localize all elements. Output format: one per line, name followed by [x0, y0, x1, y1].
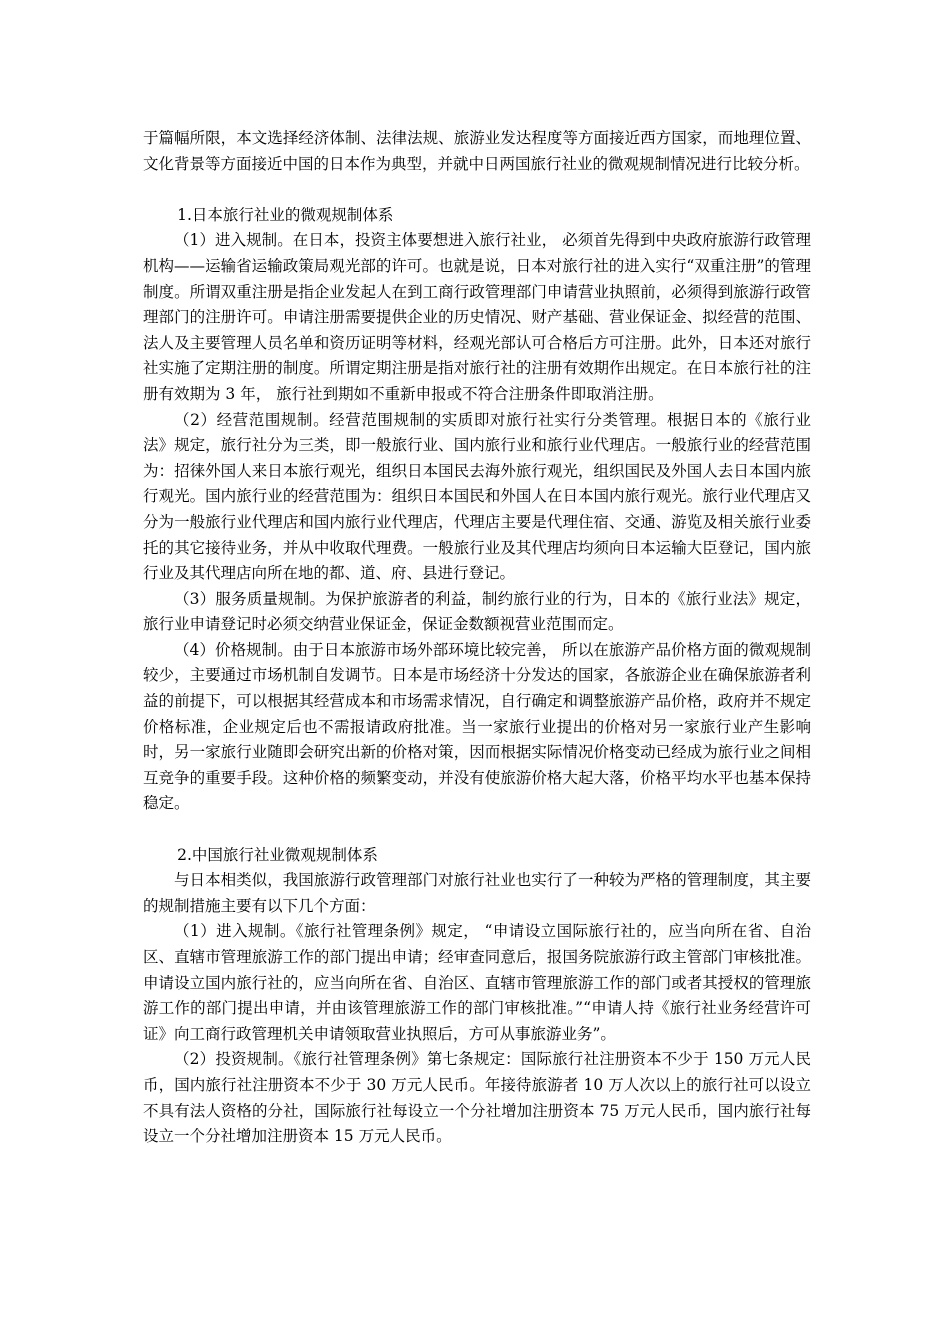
paragraph-spacer	[143, 817, 811, 843]
section-1-paragraph-scope-regulation: （2）经营范围规制。经营范围规制的实质即对旅行社实行分类管理。根据日本的《旅行业法》规定，旅行社分为三类，即一般旅行业、国内旅行业和旅行业代理店。一般旅行业的经营范围为：招徕外国人来日本旅行观光，组织日本国民去海外旅行观光，组织国民及外国人去日本国内旅行观光。国内旅行业的经营范围为：组织日本国民和外国人在日本国内旅行观光。旅行业代理店又分为一般旅行业代理店和国内旅行业代理店，代理店主要是代理住宿、交通、游览及相关旅行业委托的其它接待业务，并从中收取代理费。一般旅行业及其代理店均须向日本运输大臣登记，国内旅行业及其代理店向所在地的都、道、府、县进行登记。	[143, 410, 811, 583]
intro-paragraph: 于篇幅所限，本文选择经济体制、法律法规、旅游业发达程度等方面接近西方国家，而地理位置、文化背景等方面接近中国的日本作为典型，并就中日两国旅行社业的微观规制情况进行比较分析。	[143, 129, 811, 173]
section-1-paragraph-entry-regulation: （1）进入规制。在日本，投资主体要想进入旅行社业， 必须首先得到中央政府旅游行政管理机构——运输省运输政策局观光部的许可。也就是说，日本对旅行社的进入实行“双重注册”的管理制度。所谓双重注册是指企业发起人在到工商行政管理部门申请营业执照前，必须得到旅游行政管理部门的注册许可。申请注册需要提供企业的历史情况、财产基础、营业保证金、拟经营的范围、法人及主要管理人员名单和资历证明等材料，经观光部认可合格后方可注册。此外，日本还对旅行社实施了定期注册的制度。所谓定期注册是指对旅行社的注册有效期作出规定。在日本旅行社的注册有效期为 3 年， 旅行社到期如不重新申报或不符合注册条件即取消注册。	[143, 231, 811, 403]
section-2-paragraph-entry-regulation: （1）进入规制。《旅行社管理条例》规定， “申请设立国际旅行社的，应当向所在省、自治区、直辖市管理旅游工作的部门提出申请；经审查同意后，报国务院旅游行政主管部门审核批准。申请设立国内旅行社的，应当向所在省、自治区、直辖市管理旅游工作的部门或者其授权的管理旅游工作的部门提出申请，并由该管理旅游工作的部门审核批准。”“申请人持《旅行社业务经营许可证》向工商行政管理机关申请领取营业执照后，方可从事旅游业务”。	[143, 922, 811, 1043]
section-2-paragraph-intro: 与日本相类似，我国旅游行政管理部门对旅行社业也实行了一种较为严格的管理制度，其主要的规制措施主要有以下几个方面：	[143, 871, 811, 915]
section-2-paragraph-investment-regulation: （2）投资规制。《旅行社管理条例》第七条规定：国际旅行社注册资本不少于 150 万元人民币，国内旅行社注册资本不少于 30 万元人民币。年接待旅游者 10 万人次以上的旅行社可以设立不具有法人资格的分社，国际旅行社每设立一个分社增加注册资本 75 万元人民币，国内旅行社每设立一个分社增加注册资本 15 万元人民币。	[143, 1050, 811, 1146]
document-page	[143, 126, 811, 1150]
section-1-paragraph-price-regulation: （4）价格规制。由于日本旅游市场外部环境比较完善， 所以在旅游产品价格方面的微观规制较少，主要通过市场机制自发调节。日本是市场经济十分发达的国家，各旅游企业在确保旅游者利益的前提下，可以根据其经营成本和市场需求情况，自行确定和调整旅游产品价格，政府并不规定价格标准，企业规定后也不需报请政府批准。当一家旅行业提出的价格对另一家旅行业产生影响时，另一家旅行业随即会研究出新的价格对策，因而根据实际情况价格变动已经成为旅行业之间相互竞争的重要手段。这种价格的频繁变动，并没有使旅游价格大起大落，价格平均水平也基本保持稳定。	[143, 640, 811, 813]
section-2-heading: 2.中国旅行社业微观规制体系	[177, 845, 378, 864]
section-1-heading: 1.日本旅行社业的微观规制体系	[177, 205, 394, 224]
paragraph-spacer	[143, 177, 811, 203]
section-1-paragraph-quality-regulation: （3）服务质量规制。为保护旅游者的利益，制约旅行业的行为，日本的《旅行业法》规定，旅行业申请登记时必须交纳营业保证金，保证金数额视营业范围而定。	[143, 589, 811, 634]
